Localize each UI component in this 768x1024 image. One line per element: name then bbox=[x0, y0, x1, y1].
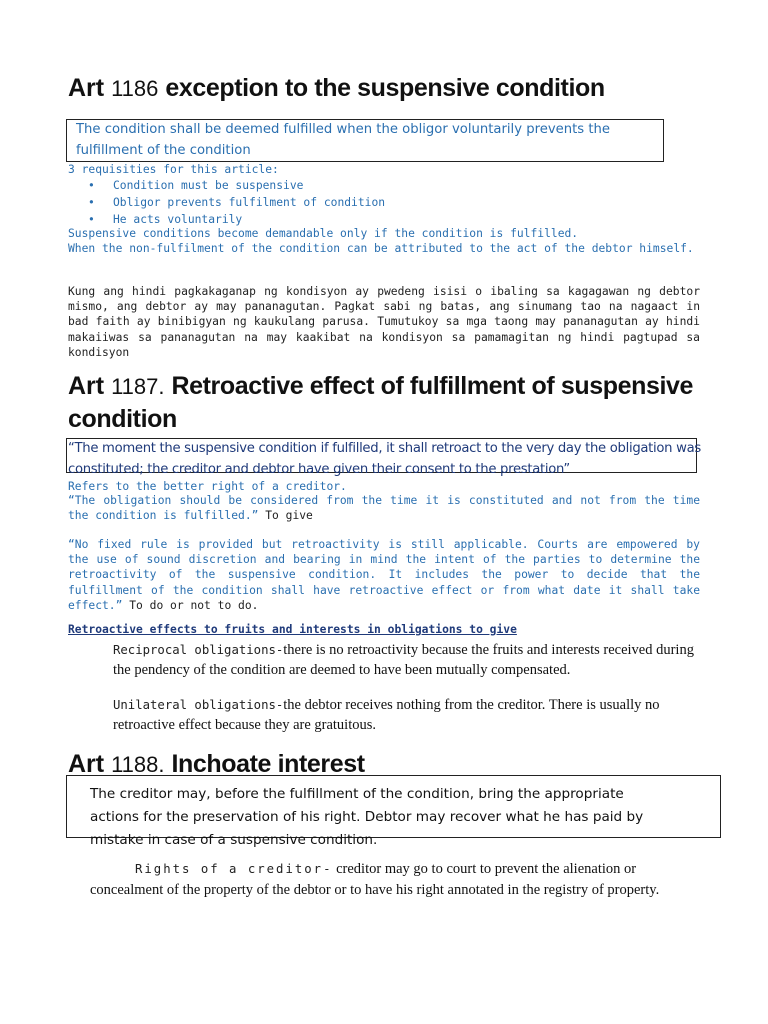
list-item: • He acts voluntarily bbox=[88, 213, 243, 226]
reciprocal-paragraph: Reciprocal obligations-there is no retroactivity because the fruits and interests received during the pendency of the condition are deemed to have been mutually compensated. bbox=[113, 642, 694, 678]
art-1188-box-text: The creditor may, before the fulfillment of the condition, bring the appropriate actions for the preservation of his right. Debtor may recover what he has paid by mistake in case of a suspensive condition. bbox=[90, 786, 644, 848]
bullet-icon: • bbox=[88, 213, 95, 226]
art-1186-heading bbox=[68, 72, 605, 105]
list-item: • Obligor prevents fulfilment of condition bbox=[88, 196, 386, 209]
bullet-icon: • bbox=[88, 196, 95, 209]
art-label: Art bbox=[68, 750, 105, 778]
tagalog-paragraph: Kung ang hindi pagkakaganap ng kondisyon ay pwedeng isisi o ibaling sa kagagawan ng debtor mismo, ang debtor ay may pananagutan. Pagkat sabi ng batas, ang sinumang tao na nagaact in bad faith ay binibigyan ng kaukulang parusa. Tumutukoy sa mga taong may pananagutan ay hindi makaiiwas sa pananagutan na may kaakibat na kondisyon sa pamamagitan ng hindi pagtupad sa kondisyon bbox=[68, 285, 700, 359]
fruits-heading: Retroactive effects to fruits and interests in obligations to give bbox=[68, 623, 517, 636]
article-title: exception to the suspensive condition bbox=[165, 74, 605, 102]
unilateral-paragraph: Unilateral obligations-the debtor receives nothing from the creditor. There is usually no retroactive effect because they are gratuitous. bbox=[113, 697, 660, 733]
art-1187-heading-line2 bbox=[68, 403, 177, 436]
note-attributed: When the non-fulfilment of the condition can be attributed to the act of the debtor himself. bbox=[68, 242, 694, 255]
article-number: 1187. bbox=[111, 374, 165, 399]
article-number: 1186 bbox=[111, 76, 159, 101]
article-title: Retroactive effect of fulfillment of suspensive bbox=[171, 372, 694, 400]
art-1187-box-text: “The moment the suspensive condition if fulfilled, it shall retroact to the very day the obligation was constituted; the creditor and debtor have given their consent to the prestation” bbox=[68, 441, 701, 477]
art-1186-box-text: The condition shall be deemed fulfilled when the obligor voluntarily prevents the fulfillment of the condition bbox=[76, 122, 610, 158]
art-1187-heading bbox=[68, 370, 693, 403]
list-item: • Condition must be suspensive bbox=[88, 179, 304, 192]
requisites-list bbox=[88, 177, 385, 228]
art-label: Art bbox=[68, 372, 105, 400]
art-label: Art bbox=[68, 74, 105, 102]
quote-do-or-not: “No fixed rule is provided but retroactivity is still applicable. Courts are empowered by the use of sound discretion and bearing in mind the intent of the parties to determine the retroactivity of the suspensive condition. It includes the power to decide that the fulfillment of the condition shall have retroactive effect or from what date it shall take effect.” To do or not to do. bbox=[68, 538, 700, 612]
article-title: Inchoate interest bbox=[171, 750, 365, 778]
article-number: 1188. bbox=[111, 752, 165, 777]
article-title-continued: condition bbox=[68, 405, 177, 433]
refers-text: Refers to the better right of a creditor. bbox=[68, 480, 347, 493]
requisites-intro: 3 requisities for this article: bbox=[68, 163, 279, 176]
quote-give: “The obligation should be considered from the time it is constituted and not from the time the condition is fulfilled.” To give bbox=[68, 494, 700, 523]
bullet-icon: • bbox=[88, 179, 95, 192]
note-demandable: Suspensive conditions become demandable only if the condition is fulfilled. bbox=[68, 227, 579, 240]
rights-paragraph: Rights of a creditor- creditor may go to court to prevent the alienation or concealment of the property of the debtor or to have his right annotated in the registry of property. bbox=[90, 861, 660, 898]
